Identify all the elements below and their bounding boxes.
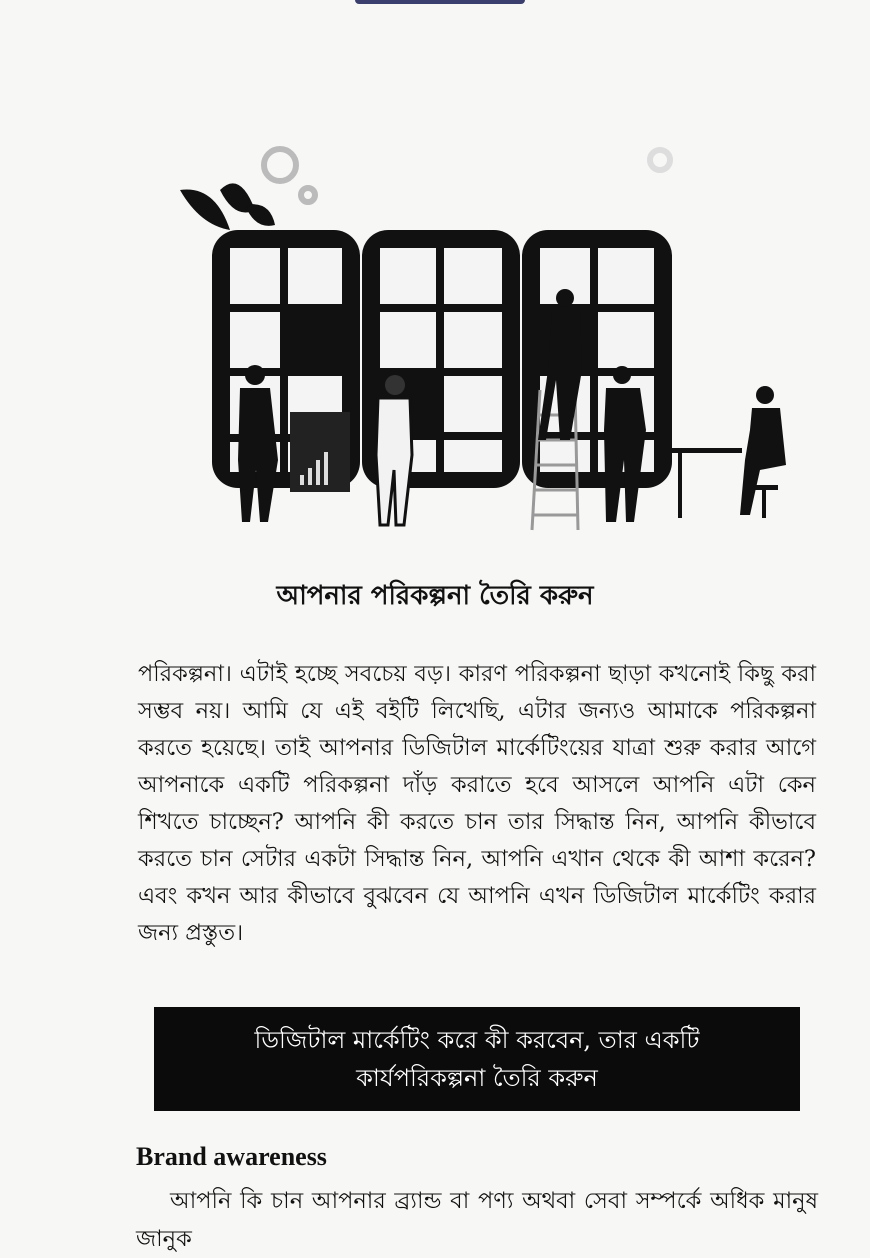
section-heading: আপনার পরিকল্পনা তৈরি করুন <box>276 581 594 611</box>
planning-illustration <box>160 130 800 540</box>
callout-line-1: ডিজিটাল মার্কেটিং করে কী করবেন, তার একটি <box>254 1026 700 1054</box>
chart-board <box>290 412 350 492</box>
body-paragraph: পরিকল্পনা। এটাই হচ্ছে সবচেয় বড়। কারণ পরিকল্পনা ছাড়া কখনোই কিছু করা সম্ভব নয়। আমি যে এই বইটি লিখেছি, এটার জন্যও আমাকে পরিকল্পনা করতে হয়েছে। তাই আপনার ডিজিটাল মার্কেটিংয়ের যাত্রা শুরু করার আগে আপনাকে একটি পরিকল্পনা দাঁড় করাতে হবে আসলে আপনি এটা কেন শিখতে চাচ্ছেন? আপনি কী করতে চান তার সিদ্ধান্ত নিন, আপনি কীভাবে করতে চান সেটার একটা সিদ্ধান্ত নিন, আপনি এখান থেকে কী আশা করেন? এবং কখন আর কীভাবে বুঝবেন যে আপনি এখন ডিজিটাল মার্কেটিং করার জন্য প্রস্তুত। <box>138 661 816 946</box>
callout-line-2: কার্যপরিকল্পনা তৈরি করুন <box>356 1064 598 1092</box>
planning-grid-with-people-illustration-icon <box>160 130 800 540</box>
gear-icon <box>264 149 670 202</box>
subheading-brand-awareness: Brand awareness <box>136 1142 327 1171</box>
callout-box <box>154 1007 800 1111</box>
board-panel-3 <box>522 230 672 488</box>
top-binding-mark <box>355 0 525 4</box>
brand-awareness-paragraph: আপনি কি চান আপনার ব্র্যান্ড বা পণ্য অথবা সেবা সম্পর্কে অধিক মানুষ জানুক <box>136 1188 818 1252</box>
plant-icon <box>180 183 275 230</box>
